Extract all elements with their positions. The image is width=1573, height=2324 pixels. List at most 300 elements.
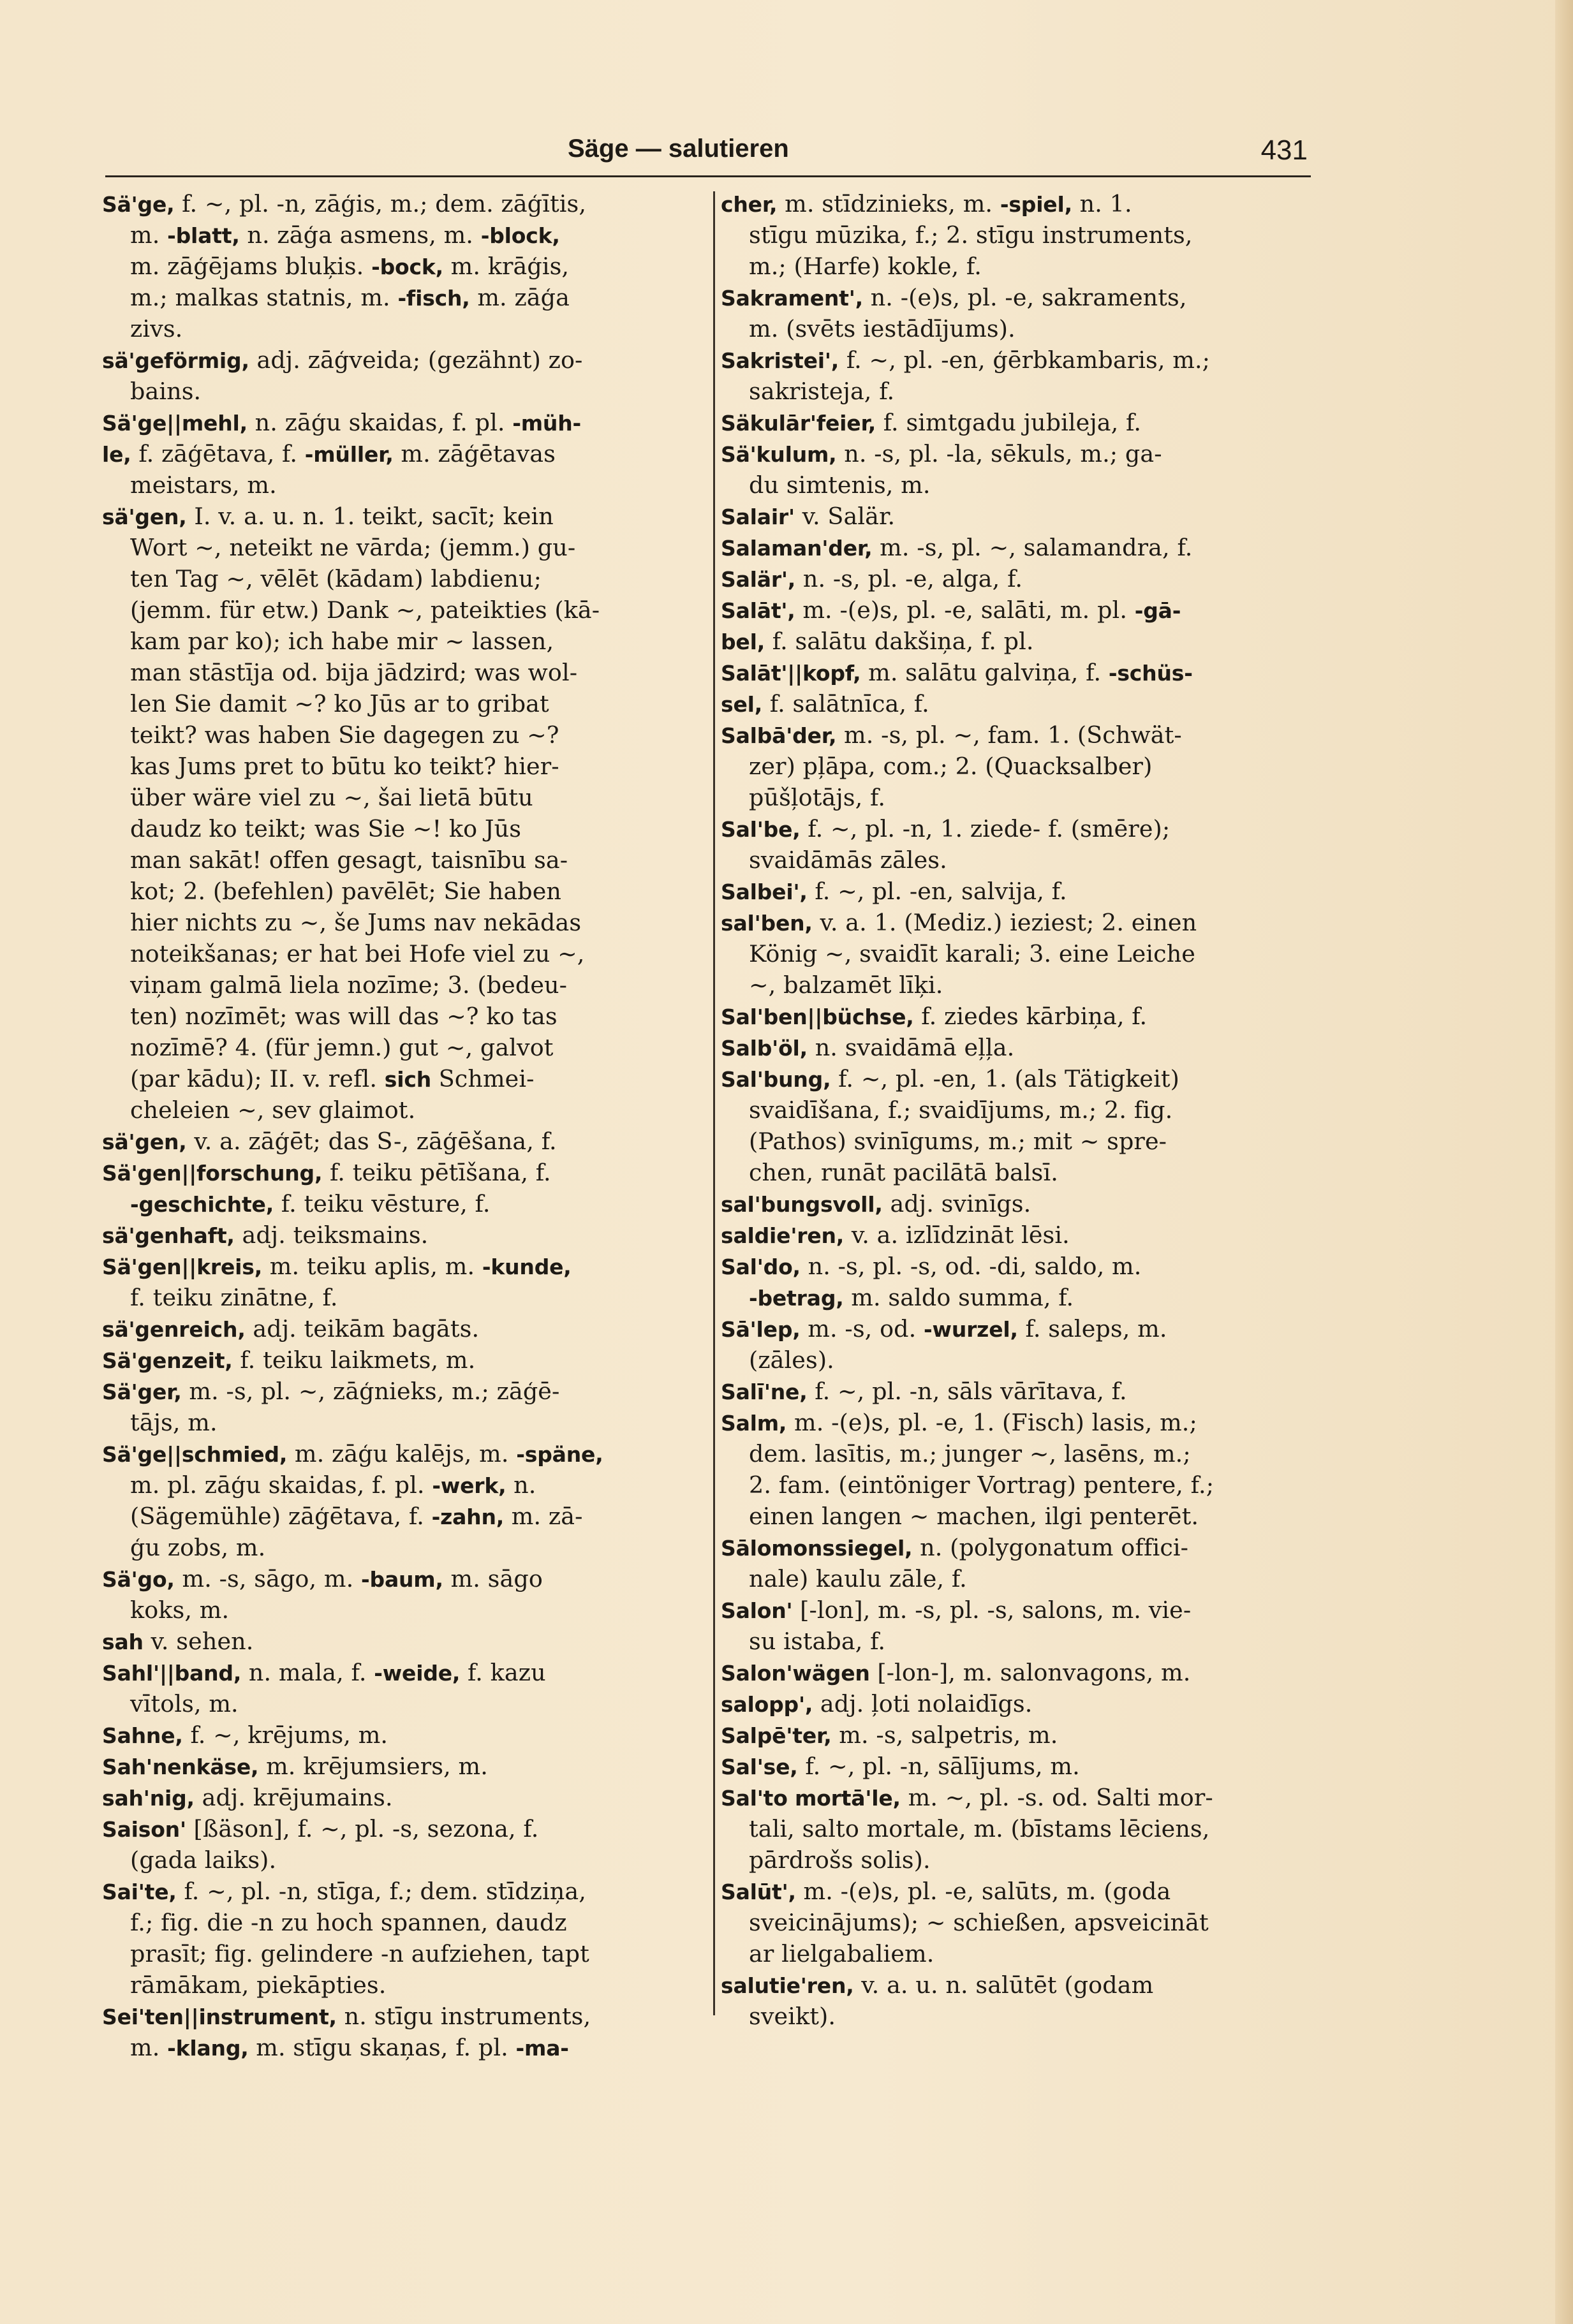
headword: Sal'bung, bbox=[721, 1067, 831, 1092]
entry-continuation-line bbox=[102, 782, 705, 813]
entry-continuation-line bbox=[721, 1563, 1311, 1594]
entry-continuation-line bbox=[102, 469, 705, 501]
entry-continuation-line bbox=[721, 1813, 1311, 1844]
entry-text: prasīt; fig. gelindere -n aufziehen, tapt bbox=[130, 1940, 589, 1967]
entry-head-line bbox=[102, 1719, 705, 1751]
entry-text: adj. teiksmains. bbox=[234, 1221, 429, 1249]
entry-head-line bbox=[102, 1126, 705, 1157]
entry-text: f. kazu bbox=[460, 1659, 546, 1686]
headword: Sä'gen||kreis, bbox=[102, 1254, 263, 1279]
entry-text: f. teiku zinātne, f. bbox=[130, 1284, 338, 1311]
entry-text: nale) kaulu zāle, f. bbox=[749, 1565, 967, 1592]
headword: Salī'ne, bbox=[721, 1379, 808, 1404]
entry-text: n. svaidāmā eļļa. bbox=[808, 1034, 1015, 1061]
entry-continuation-line bbox=[721, 751, 1311, 782]
entry-continuation-line bbox=[102, 1501, 705, 1532]
entry-continuation-line bbox=[102, 376, 705, 407]
entry-head-line bbox=[721, 907, 1311, 938]
entry-text: f. ∼, pl. -n, zāģis, m.; dem. zāģītis, bbox=[174, 190, 587, 217]
entry-text: (jemm. für etw.) Dank ∼, pateikties (kā- bbox=[130, 596, 600, 624]
entry-text: daudz ko teikt; was Sie ∼! ko Jūs bbox=[130, 815, 522, 842]
entry-continuation-line bbox=[102, 1407, 705, 1438]
headword: -geschichte, bbox=[130, 1192, 274, 1217]
entry-head-line bbox=[721, 1532, 1311, 1563]
entry-text: f. salātnīca, f. bbox=[762, 690, 929, 717]
entry-text: n. -s, pl. -la, sēkuls, m.; ga- bbox=[836, 440, 1162, 467]
headword: Salair' bbox=[721, 504, 795, 529]
entry-head-line bbox=[102, 438, 705, 469]
entry-text: m. -s, sāgo, m. bbox=[174, 1565, 362, 1592]
entry-text: v. Salär. bbox=[794, 503, 896, 530]
entry-text: f. ∼, pl. -n, sālījums, m. bbox=[797, 1753, 1080, 1780]
entry-head-line bbox=[102, 188, 705, 219]
entry-head-line bbox=[102, 1438, 705, 1469]
entry-continuation-line bbox=[721, 219, 1311, 251]
entry-text: meistars, m. bbox=[130, 471, 277, 499]
entry-text: m. krāģis, bbox=[443, 253, 570, 280]
entry-continuation-line bbox=[102, 563, 705, 594]
entry-continuation-line bbox=[721, 1626, 1311, 1657]
entry-text: n. zāģu skaidas, f. pl. bbox=[247, 409, 513, 436]
entry-text: m. bbox=[130, 2034, 168, 2061]
entry-text: f. ziedes kārbiņa, f. bbox=[913, 1003, 1148, 1030]
entry-head-line bbox=[102, 1376, 705, 1407]
page-number: 431 bbox=[1260, 135, 1308, 166]
entry-text: viņam galmā liela nozīme; 3. (bedeu- bbox=[130, 971, 568, 999]
headword: sah bbox=[102, 1629, 144, 1654]
header-rule bbox=[105, 175, 1311, 177]
entry-text: (Pathos) svinīgums, m.; mit ∼ spre- bbox=[749, 1128, 1167, 1155]
entry-text: bains. bbox=[130, 378, 202, 405]
entry-text: f. ∼, pl. -n, stīga, f.; dem. stīdziņa, bbox=[176, 1878, 586, 1905]
entry-continuation-line bbox=[721, 469, 1311, 501]
headword: Salaman'der, bbox=[721, 536, 873, 561]
headword: le, bbox=[102, 442, 131, 467]
headword: bel, bbox=[721, 629, 765, 654]
entry-text: m. zāģējams bluķis. bbox=[130, 253, 372, 280]
headword: -betrag, bbox=[749, 1286, 844, 1311]
entry-head-line bbox=[721, 1188, 1311, 1219]
headword: Salär', bbox=[721, 567, 796, 592]
entry-text: kam par ko); ich habe mir ∼ lassen, bbox=[130, 628, 554, 655]
entry-text: f.; fig. die -n zu hoch spannen, daudz bbox=[130, 1909, 567, 1936]
entry-text: m. zāģa bbox=[469, 284, 570, 311]
headword: -ma- bbox=[515, 2036, 569, 2061]
entry-text: f. ∼, pl. -en, salvija, f. bbox=[807, 878, 1067, 905]
entry-text: (Sägemühle) zāģētava, f. bbox=[130, 1503, 432, 1530]
headword: Salon'wägen bbox=[721, 1661, 870, 1686]
headword: Salm, bbox=[721, 1411, 787, 1436]
entry-text: f. zāģētava, f. bbox=[131, 440, 305, 467]
left-column bbox=[102, 188, 705, 2063]
headword: Salon' bbox=[721, 1598, 793, 1623]
entry-continuation-line bbox=[102, 1469, 705, 1501]
entry-continuation-line bbox=[102, 907, 705, 938]
entry-text: man sakāt! offen gesagt, taisnību sa- bbox=[130, 846, 568, 874]
headword: -werk, bbox=[432, 1473, 506, 1498]
entry-head-line bbox=[721, 1001, 1311, 1032]
entry-text: n. -s, pl. -e, alga, f. bbox=[795, 565, 1023, 592]
headword: -blatt, bbox=[167, 223, 240, 248]
headword: Sä'genzeit, bbox=[102, 1348, 233, 1373]
entry-text: m. stīdzinieks, m. bbox=[777, 190, 1000, 217]
entry-continuation-line bbox=[721, 1469, 1311, 1501]
entry-head-line bbox=[102, 1876, 705, 1907]
entry-text: ∼, balzamēt līķi. bbox=[749, 971, 943, 999]
entry-head-line bbox=[721, 688, 1311, 719]
entry-text: n. -s, pl. -s, od. -di, saldo, m. bbox=[800, 1253, 1142, 1280]
entry-head-line bbox=[721, 594, 1311, 626]
headword: Sä'ger, bbox=[102, 1379, 182, 1404]
right-column bbox=[721, 188, 1311, 2032]
entry-head-line bbox=[102, 1251, 705, 1282]
entry-text: ten) nozīmēt; was will das ∼? ko tas bbox=[130, 1003, 558, 1030]
entry-text: f. ∼, pl. -n, sāls vārītava, f. bbox=[807, 1378, 1127, 1405]
entry-text: teikt? was haben Sie dagegen zu ∼? bbox=[130, 721, 559, 749]
entry-head-line bbox=[721, 719, 1311, 751]
entry-text: m. -(e)s, pl. -e, 1. (Fisch) lasis, m.; bbox=[786, 1409, 1197, 1436]
headword: Salb'öl, bbox=[721, 1036, 808, 1061]
entry-continuation-line bbox=[721, 1282, 1311, 1313]
entry-text: zivs. bbox=[130, 315, 183, 342]
entry-continuation-line bbox=[102, 1063, 705, 1094]
entry-continuation-line bbox=[102, 657, 705, 688]
headword: Sakristei', bbox=[721, 348, 839, 373]
entry-text: sakristeja, f. bbox=[749, 378, 895, 405]
column-divider bbox=[713, 191, 715, 2015]
entry-text: m. stīgu skaņas, f. pl. bbox=[248, 2034, 516, 2061]
entry-head-line bbox=[102, 1626, 705, 1657]
entry-continuation-line bbox=[102, 313, 705, 344]
entry-continuation-line bbox=[102, 219, 705, 251]
entry-text: (zāles). bbox=[749, 1346, 834, 1374]
entry-head-line bbox=[721, 438, 1311, 469]
entry-text: n. mala, f. bbox=[241, 1659, 374, 1686]
entry-head-line bbox=[102, 1813, 705, 1844]
entry-continuation-line bbox=[721, 1907, 1311, 1938]
entry-continuation-line bbox=[102, 1094, 705, 1126]
headword: -zahn, bbox=[431, 1504, 505, 1529]
entry-head-line bbox=[721, 1032, 1311, 1063]
entry-text: zer) pļāpa, com.; 2. (Quacksalber) bbox=[749, 753, 1153, 780]
entry-head-line bbox=[721, 1219, 1311, 1251]
entry-text: f. teiku pētīšana, f. bbox=[322, 1159, 551, 1186]
entry-continuation-line bbox=[102, 969, 705, 1001]
entry-text: König ∼, svaidīt karali; 3. eine Leiche bbox=[749, 940, 1196, 967]
entry-text: n. bbox=[506, 1471, 536, 1499]
entry-continuation-line bbox=[102, 1032, 705, 1063]
entry-head-line bbox=[721, 1688, 1311, 1719]
headword: -müh- bbox=[512, 411, 582, 436]
headword: Salāt', bbox=[721, 598, 795, 623]
entry-text: adj. zāģveida; (gezähnt) zo- bbox=[249, 346, 583, 374]
headword: Salpē'ter, bbox=[721, 1723, 832, 1748]
entry-text: adj. krējumains. bbox=[194, 1784, 393, 1811]
headword: -gā- bbox=[1134, 598, 1181, 623]
entry-text: adj. svinīgs. bbox=[882, 1190, 1031, 1217]
entry-continuation-line bbox=[721, 938, 1311, 969]
headword: -kunde, bbox=[482, 1254, 572, 1279]
entry-text: m. -(e)s, pl. -e, salūts, m. (goda bbox=[795, 1878, 1171, 1905]
entry-text: m. -s, od. bbox=[800, 1315, 924, 1342]
headword: Sei'ten||instrument, bbox=[102, 2004, 337, 2029]
entry-continuation-line bbox=[721, 251, 1311, 282]
entry-text: ar lielgabaliem. bbox=[749, 1940, 934, 1967]
entry-continuation-line bbox=[102, 1844, 705, 1876]
entry-head-line bbox=[721, 1969, 1311, 2001]
entry-text: sveicinājums); ∼ schießen, apsveicināt bbox=[749, 1909, 1209, 1936]
entry-text: rāmākam, piekāpties. bbox=[130, 1971, 387, 1999]
entry-continuation-line bbox=[721, 844, 1311, 876]
entry-continuation-line bbox=[102, 1594, 705, 1626]
headword: -späne, bbox=[516, 1442, 603, 1467]
entry-continuation-line bbox=[721, 1094, 1311, 1126]
headword: Sakrament', bbox=[721, 286, 863, 311]
entry-head-line bbox=[721, 1063, 1311, 1094]
entry-text: nozīmē? 4. (für jemn.) gut ∼, galvot bbox=[130, 1034, 554, 1061]
headword: Sālomonssiegel, bbox=[721, 1536, 913, 1561]
entry-head-line bbox=[102, 1313, 705, 1344]
entry-text: du simtenis, m. bbox=[749, 471, 931, 499]
entry-text: m. -s, pl. ∼, salamandra, f. bbox=[872, 534, 1193, 561]
entry-text: tali, salto mortale, m. (bīstams lēciens, bbox=[749, 1815, 1210, 1842]
entry-head-line bbox=[721, 813, 1311, 844]
entry-head-line bbox=[721, 1594, 1311, 1626]
entry-text: m.; (Harfe) kokle, f. bbox=[749, 253, 982, 280]
entry-text: v. a. izlīdzināt lēsi. bbox=[844, 1221, 1070, 1249]
entry-text: noteikšanas; er hat bei Hofe viel zu ∼, bbox=[130, 940, 585, 967]
entry-text: f. ∼, pl. -n, 1. ziede- f. (smēre); bbox=[800, 815, 1171, 842]
entry-text: vītols, m. bbox=[130, 1690, 239, 1717]
headword: Salūt', bbox=[721, 1879, 796, 1904]
headword: -klang, bbox=[167, 2036, 249, 2061]
entry-head-line bbox=[721, 1251, 1311, 1282]
entry-continuation-line bbox=[102, 688, 705, 719]
entry-continuation-line bbox=[721, 1844, 1311, 1876]
entry-continuation-line bbox=[721, 1126, 1311, 1157]
headword: sah'nig, bbox=[102, 1786, 195, 1811]
entry-text: m. pl. zāģu skaidas, f. pl. bbox=[130, 1471, 432, 1499]
entry-continuation-line bbox=[102, 719, 705, 751]
entry-text: m. bbox=[130, 221, 168, 249]
entry-text: f. saleps, m. bbox=[1017, 1315, 1167, 1342]
entry-text: einen langen ∼ machen, ilgi penterēt. bbox=[749, 1503, 1199, 1530]
entry-text: m.; malkas statnis, m. bbox=[130, 284, 398, 311]
headword: -block, bbox=[480, 223, 560, 248]
entry-text: [-lon-], m. salonvagons, m. bbox=[869, 1659, 1191, 1686]
headword: Sä'gen||forschung, bbox=[102, 1161, 323, 1186]
entry-text: chen, runāt pacilātā balsī. bbox=[749, 1159, 1058, 1186]
entry-text: m. -s, pl. ∼, fam. 1. (Schwät- bbox=[836, 721, 1182, 749]
entry-continuation-line bbox=[721, 313, 1311, 344]
entry-continuation-line bbox=[102, 844, 705, 876]
headword: -baum, bbox=[361, 1567, 443, 1592]
headword: Sä'ge||mehl, bbox=[102, 411, 247, 436]
entry-continuation-line bbox=[721, 1344, 1311, 1376]
entry-text: v. a. 1. (Mediz.) ieziest; 2. einen bbox=[812, 909, 1197, 936]
entry-head-line bbox=[102, 2001, 705, 2032]
entry-text: m. krējumsiers, m. bbox=[258, 1753, 488, 1780]
entry-head-line bbox=[721, 1719, 1311, 1751]
entry-text: v. a. u. n. salūtēt (godam bbox=[853, 1971, 1154, 1999]
entry-text: adj. ļoti nolaidīgs. bbox=[813, 1690, 1033, 1717]
entry-continuation-line bbox=[102, 282, 705, 313]
entry-head-line bbox=[721, 1751, 1311, 1782]
entry-head-line bbox=[102, 1344, 705, 1376]
headword: Sal'do, bbox=[721, 1254, 801, 1279]
headword: Sā'lep, bbox=[721, 1317, 801, 1342]
headword: -weide, bbox=[374, 1661, 461, 1686]
entry-continuation-line bbox=[721, 1157, 1311, 1188]
entry-head-line bbox=[721, 282, 1311, 313]
headword: Sä'ge, bbox=[102, 192, 175, 217]
entry-head-line bbox=[721, 344, 1311, 376]
entry-head-line bbox=[721, 501, 1311, 532]
headword: salopp', bbox=[721, 1692, 813, 1717]
page-edge bbox=[1555, 0, 1573, 2324]
entry-continuation-line bbox=[102, 251, 705, 282]
headword: Sahne, bbox=[102, 1723, 183, 1748]
entry-head-line bbox=[721, 563, 1311, 594]
entry-text: 2. fam. (eintöniger Vortrag) pentere, f.; bbox=[749, 1471, 1215, 1499]
entry-text: pūšļotājs, f. bbox=[749, 784, 886, 811]
entry-text: m. (svēts iestādījums). bbox=[749, 315, 1015, 342]
entry-text: koks, m. bbox=[130, 1596, 230, 1624]
headword: sä'geförmig, bbox=[102, 348, 249, 373]
entry-head-line bbox=[102, 1782, 705, 1813]
entry-continuation-line bbox=[102, 1969, 705, 2001]
entry-text: svaidāmās zāles. bbox=[749, 846, 947, 874]
entry-continuation-line bbox=[102, 876, 705, 907]
entry-head-line bbox=[721, 626, 1311, 657]
entry-head-line bbox=[102, 1751, 705, 1782]
entry-continuation-line bbox=[721, 1938, 1311, 1969]
entry-text: f. teiku laikmets, m. bbox=[232, 1346, 476, 1374]
entry-text: v. sehen. bbox=[143, 1628, 254, 1655]
entry-text: cheleien ∼, sev glaimot. bbox=[130, 1096, 416, 1124]
entry-continuation-line bbox=[102, 532, 705, 563]
entry-text: m. saldo summa, f. bbox=[843, 1284, 1074, 1311]
headword: Sal'to mortā'le, bbox=[721, 1786, 901, 1811]
headword: sä'gen, bbox=[102, 504, 187, 529]
entry-text: sveikt). bbox=[749, 2003, 836, 2030]
entry-text: Wort ∼, neteikt ne vārda; (jemm.) gu- bbox=[130, 534, 576, 561]
entry-head-line bbox=[102, 1157, 705, 1188]
headword: -bock, bbox=[371, 254, 443, 279]
entry-text: kas Jums pret to būtu ko teikt? hier- bbox=[130, 753, 559, 780]
entry-continuation-line bbox=[721, 782, 1311, 813]
entry-head-line bbox=[102, 501, 705, 532]
headword: sich bbox=[384, 1067, 431, 1092]
entry-text: kot; 2. (befehlen) pavēlēt; Sie haben bbox=[130, 878, 562, 905]
entry-text: tājs, m. bbox=[130, 1409, 218, 1436]
entry-text: (par kādu); II. v. refl. bbox=[130, 1065, 385, 1092]
entry-continuation-line bbox=[102, 1688, 705, 1719]
entry-text: m. -s, pl. ∼, zāģnieks, m.; zāģē- bbox=[181, 1378, 560, 1405]
entry-continuation-line bbox=[721, 969, 1311, 1001]
entry-text: m. ∼, pl. -s. od. Salti mor- bbox=[900, 1784, 1213, 1811]
entry-text: [-lon], m. -s, pl. -s, salons, m. vie- bbox=[792, 1596, 1192, 1624]
entry-continuation-line bbox=[102, 626, 705, 657]
entry-head-line bbox=[721, 657, 1311, 688]
entry-text: m. zāģu kalējs, m. bbox=[287, 1440, 517, 1467]
headword: Sä'go, bbox=[102, 1567, 175, 1592]
entry-text: su istaba, f. bbox=[749, 1628, 886, 1655]
entry-text: len Sie damit ∼? ko Jūs ar to gribat bbox=[130, 690, 549, 717]
headword: Sahl'||band, bbox=[102, 1661, 242, 1686]
entry-text: m. zā- bbox=[504, 1503, 583, 1530]
headword: Sal'be, bbox=[721, 817, 801, 842]
entry-text: m. -s, salpetris, m. bbox=[831, 1721, 1058, 1749]
entry-text: über wäre viel zu ∼, šai lietā būtu bbox=[130, 784, 533, 811]
headword: sel, bbox=[721, 692, 763, 717]
entry-continuation-line bbox=[102, 1938, 705, 1969]
entry-continuation-line bbox=[721, 1501, 1311, 1532]
entry-head-line bbox=[102, 1219, 705, 1251]
entry-continuation-line bbox=[102, 751, 705, 782]
running-head-title: Säge — salutieren bbox=[568, 135, 789, 163]
entry-text: f. teiku vēsture, f. bbox=[274, 1190, 491, 1217]
headword: Salbā'der, bbox=[721, 723, 837, 748]
entry-text: I. v. a. u. n. 1. teikt, sacīt; kein bbox=[186, 503, 554, 530]
headword: -wurzel, bbox=[924, 1317, 1018, 1342]
headword: -fisch, bbox=[397, 286, 470, 311]
entry-text: m. sāgo bbox=[443, 1565, 543, 1592]
entry-continuation-line bbox=[721, 376, 1311, 407]
entry-continuation-line bbox=[721, 1438, 1311, 1469]
entry-continuation-line bbox=[721, 2001, 1311, 2032]
entry-head-line bbox=[721, 407, 1311, 438]
entry-continuation-line bbox=[102, 1001, 705, 1032]
headword: Salbei', bbox=[721, 879, 808, 904]
entry-text: svaidīšana, f.; svaidījums, m.; 2. fig. bbox=[749, 1096, 1173, 1124]
entry-head-line bbox=[721, 188, 1311, 219]
entry-head-line bbox=[721, 1657, 1311, 1688]
headword: Säkulār'feier, bbox=[721, 411, 876, 436]
entry-text: Schmei- bbox=[431, 1065, 535, 1092]
entry-head-line bbox=[721, 1407, 1311, 1438]
entry-continuation-line bbox=[102, 2032, 705, 2063]
entry-text: n. -(e)s, pl. -e, sakraments, bbox=[863, 284, 1187, 311]
entry-head-line bbox=[721, 876, 1311, 907]
headword: Saison' bbox=[102, 1817, 186, 1842]
headword: Sal'se, bbox=[721, 1754, 798, 1779]
entry-text: m. teiku aplis, m. bbox=[262, 1253, 482, 1280]
entry-continuation-line bbox=[102, 1282, 705, 1313]
entry-head-line bbox=[721, 1313, 1311, 1344]
entry-head-line bbox=[721, 1876, 1311, 1907]
entry-head-line bbox=[721, 1782, 1311, 1813]
entry-head-line bbox=[721, 532, 1311, 563]
entry-text: f. ∼, pl. -en, ģērbkambaris, m.; bbox=[839, 346, 1211, 374]
entry-text: stīgu mūzika, f.; 2. stīgu instruments, bbox=[749, 221, 1193, 249]
entry-text: adj. teikām bagāts. bbox=[245, 1315, 480, 1342]
entry-text: man stāstīja od. bija jādzird; was wol- bbox=[130, 659, 578, 686]
headword: Sal'ben||büchse, bbox=[721, 1004, 914, 1029]
entry-text: hier nichts zu ∼, še Jums nav nekādas bbox=[130, 909, 582, 936]
entry-head-line bbox=[102, 1657, 705, 1688]
entry-head-line bbox=[102, 1563, 705, 1594]
headword: sal'bungsvoll, bbox=[721, 1192, 883, 1217]
headword: cher, bbox=[721, 192, 778, 217]
entry-text: (gada laiks). bbox=[130, 1846, 277, 1874]
entry-text: n. stīgu instruments, bbox=[336, 2003, 591, 2030]
entry-text: dem. lasītis, m.; junger ∼, lasēns, m.; bbox=[749, 1440, 1191, 1467]
entry-continuation-line bbox=[102, 1188, 705, 1219]
headword: sal'ben, bbox=[721, 911, 813, 936]
entry-continuation-line bbox=[102, 1532, 705, 1563]
entry-continuation-line bbox=[102, 594, 705, 626]
